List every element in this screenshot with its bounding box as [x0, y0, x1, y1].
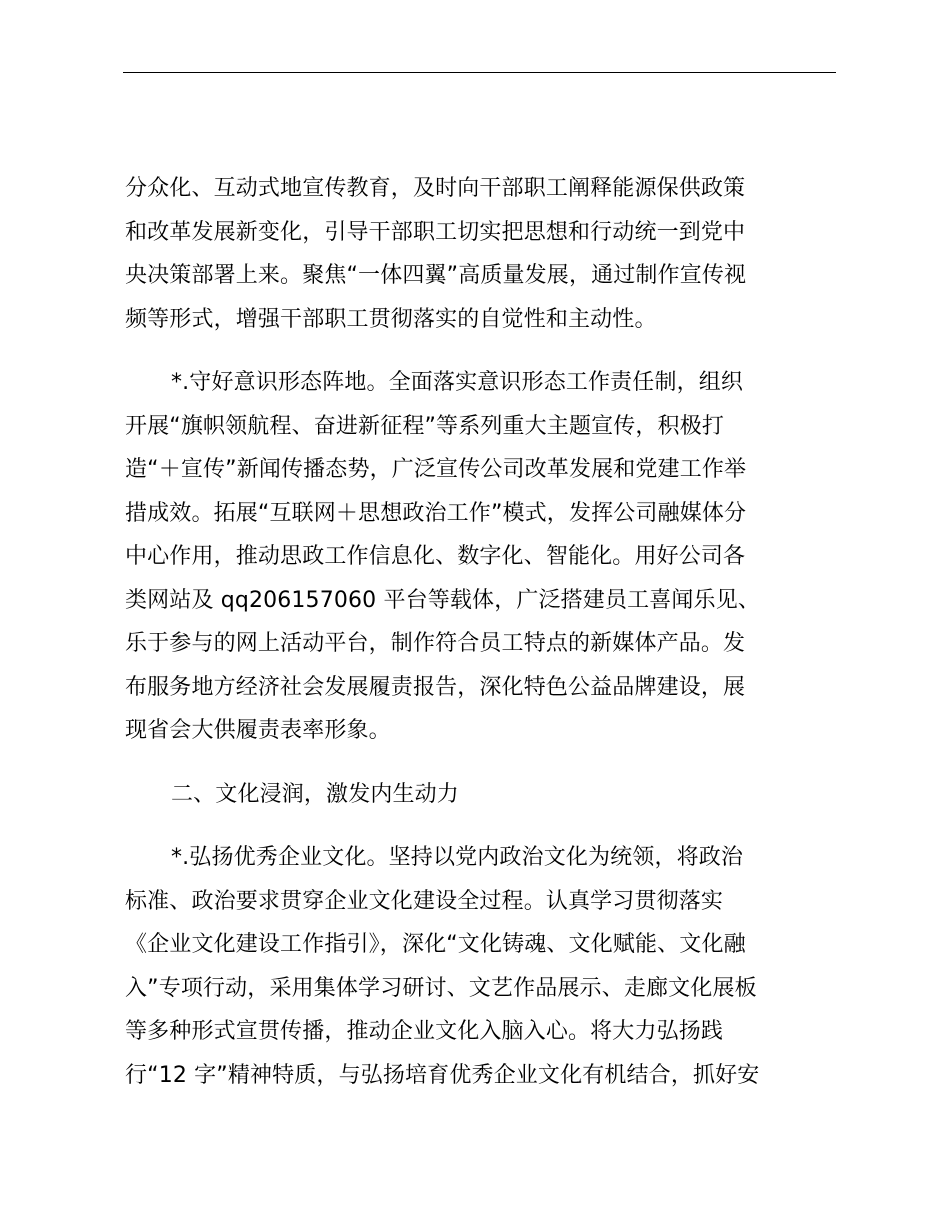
text-line: 分众化、互动式地宣传教育，及时向干部职工阐释能源保供政策	[125, 176, 746, 201]
paragraph-ideology	[125, 361, 837, 753]
paragraph-continuation	[125, 167, 837, 341]
paragraph-culture	[125, 836, 837, 1097]
text-line: 中心作用，推动思政工作信息化、数字化、智能化。用好公司各	[125, 544, 746, 569]
text-line: 乐于参与的网上活动平台，制作符合员工特点的新媒体产品。发	[125, 631, 746, 656]
text-line: 措成效。拓展“互联网＋思想政治工作”模式，发挥公司融媒体分	[125, 500, 747, 526]
section-heading	[125, 773, 837, 817]
text-line: 标准、政治要求贯穿企业文化建设全过程。认真学习贯彻落实	[125, 888, 724, 914]
text-line: 开展“旗帜领航程、奋进新征程”等系列重大主题宣传，积极打	[125, 413, 724, 439]
text-line: 类网站及 qq206157060 平台等载体，广泛搭建员工喜闻乐见、	[125, 587, 760, 613]
text-line: 入”专项行动，采用集体学习研讨、文艺作品展示、走廊文化展板	[125, 975, 757, 1001]
text-line: 行“12 字”精神特质，与弘扬培育优秀企业文化有机结合，抓好安	[125, 1062, 760, 1088]
text-line: 现省会大供履责表率形象。	[125, 718, 391, 743]
body-text	[125, 167, 837, 1097]
text-line: 和改革发展新变化，引导干部职工切实把思想和行动统一到党中	[125, 219, 746, 245]
text-line: *.弘扬优秀企业文化。坚持以党内政治文化为统领，将政治	[171, 845, 744, 870]
text-line: 等多种形式宣贯传播，推动企业文化入脑入心。将大力弘扬践	[125, 1019, 724, 1044]
text-line: 频等形式，增强干部职工贯彻落实的自觉性和主动性。	[125, 306, 657, 332]
text-line: 央决策部署上来。聚焦“一体四翼”高质量发展，通过制作宣传视	[125, 263, 747, 288]
text-line: 布服务地方经济社会发展履责报告，深化特色公益品牌建设，展	[125, 674, 746, 700]
text-line: *.守好意识形态阵地。全面落实意识形态工作责任制，组织	[171, 370, 744, 395]
heading-line: 二、文化浸润，激发内生动力	[171, 781, 459, 807]
text-line: 造“＋宣传”新闻传播态势，广泛宣传公司改革发展和党建工作举	[125, 457, 747, 482]
header-rule	[123, 72, 836, 73]
text-line: 《企业文化建设工作指引》，深化“文化铸魂、文化赋能、文化融	[125, 932, 746, 957]
